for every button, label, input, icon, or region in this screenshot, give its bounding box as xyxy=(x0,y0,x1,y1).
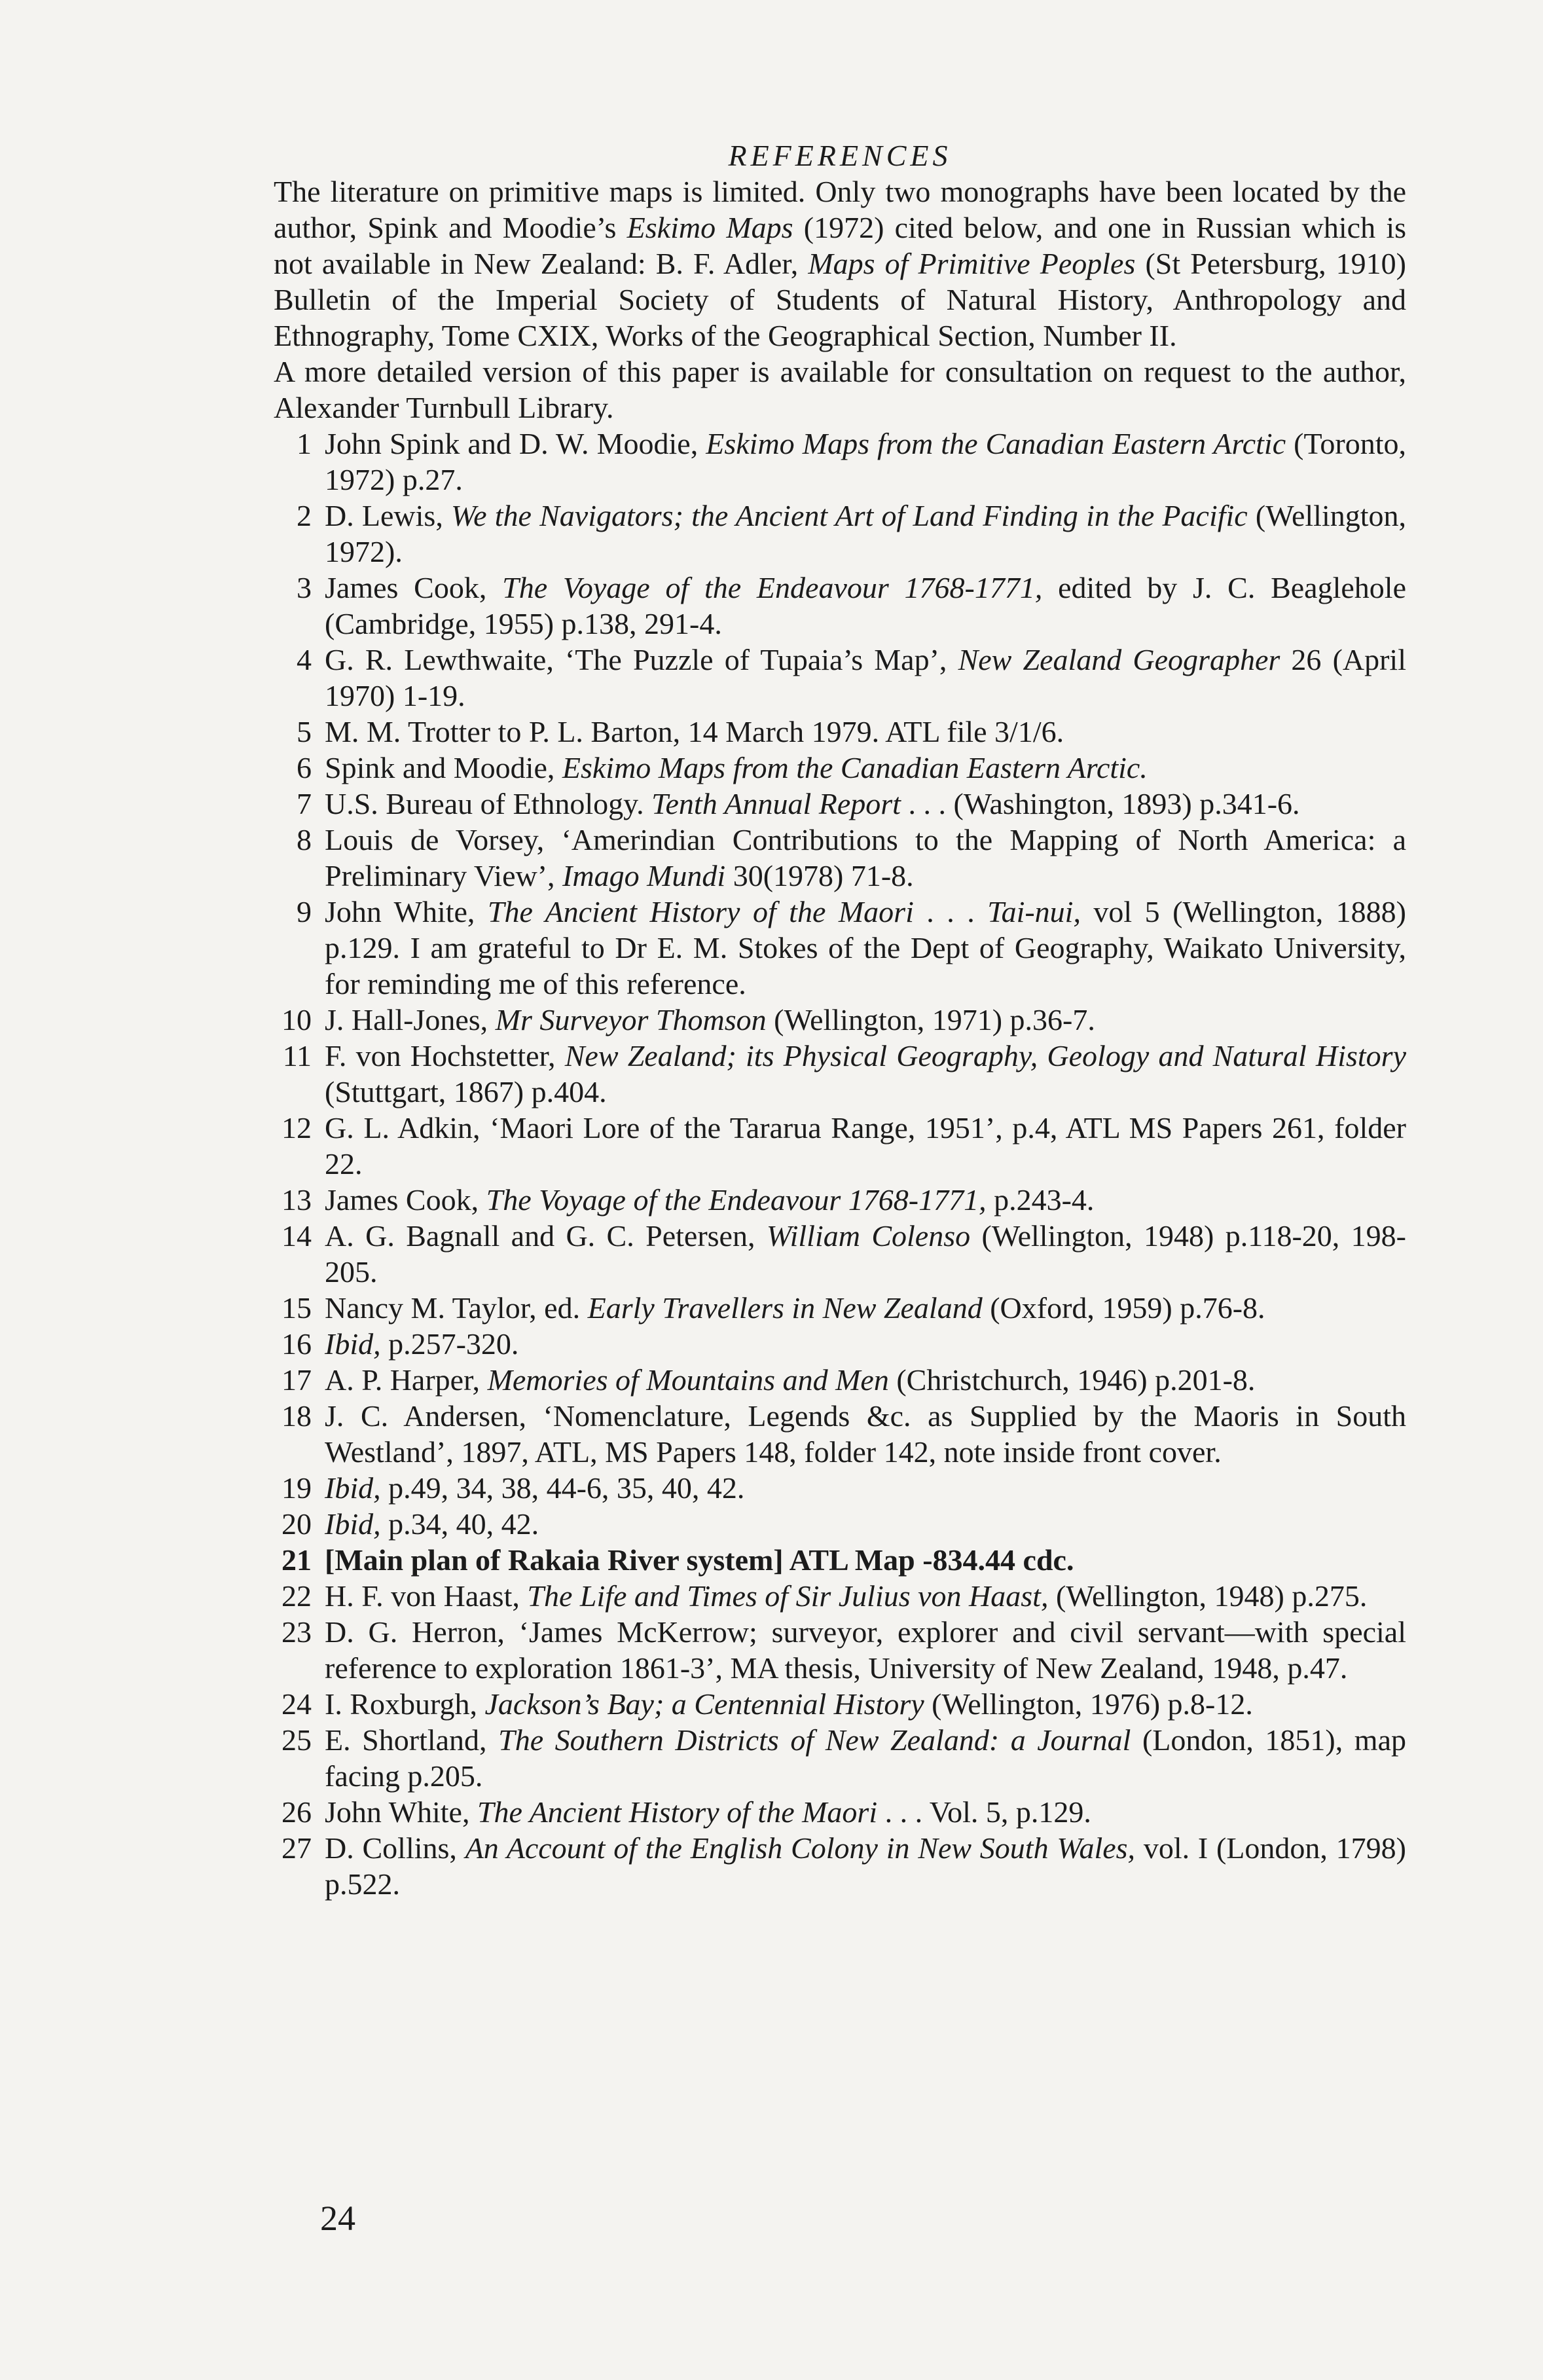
text-run: M. M. Trotter to P. L. Barton, 14 March 1979. ATL file 3/1/6. xyxy=(325,715,1064,748)
reference-item xyxy=(274,1470,1406,1506)
reference-number: 4 xyxy=(297,643,312,676)
text-run: (London, 1851), map facing p.205. xyxy=(325,1723,1406,1793)
reference-item xyxy=(274,1830,1406,1902)
reference-number: 18 xyxy=(281,1399,312,1433)
text-run: D. Collins, xyxy=(325,1831,465,1865)
text-run: D. G. Herron, ‘James McKerrow; surveyor, explorer and civil servant—with special reference to exploration 1861-3’, MA thesis, University of New Zealand, 1948, p.47. xyxy=(325,1615,1406,1685)
text-run: Spink and Moodie, xyxy=(325,751,562,784)
text-run: G. R. Lewthwaite, ‘The Puzzle of Tupaia’s Map’, xyxy=(325,643,958,676)
text-run: p.34, 40, 42. xyxy=(380,1507,539,1541)
reference-item xyxy=(274,1542,1406,1578)
text-run: John White, xyxy=(325,895,488,928)
italic-title: New Zealand; its Physical Geography, Geology and Natural History xyxy=(564,1039,1406,1072)
reference-number: 10 xyxy=(281,1003,312,1036)
reference-item xyxy=(274,1362,1406,1398)
text-run: (Wellington, 1971) p.36-7. xyxy=(766,1003,1095,1036)
italic-title: Ibid, xyxy=(325,1471,381,1505)
text-run: G. L. Adkin, ‘Maori Lore of the Tararua Range, 1951’, p.4, ATL MS Papers 261, folder 22. xyxy=(325,1111,1406,1181)
text-run: D. Lewis, xyxy=(325,499,452,532)
reference-item xyxy=(274,1326,1406,1362)
reference-item xyxy=(274,1614,1406,1686)
text-run: p.257-320. xyxy=(380,1327,519,1361)
reference-item xyxy=(274,822,1406,894)
text-run: p.243-4. xyxy=(986,1183,1095,1217)
reference-item xyxy=(274,1110,1406,1182)
italic-title: The Voyage of the Endeavour 1768-1771, xyxy=(502,571,1043,604)
italic-title: Maps of Primitive Peoples xyxy=(808,247,1136,280)
text-run: (Wellington, 1972). xyxy=(325,499,1407,568)
reference-item xyxy=(274,498,1406,570)
text-run: A more detailed version of this paper is available for consultation on request to the author, Alexander Turnbull Library. xyxy=(274,355,1406,424)
reference-number: 8 xyxy=(297,823,312,856)
text-run: (Stuttgart, 1867) p.404. xyxy=(325,1075,607,1108)
reference-number: 1 xyxy=(297,427,312,460)
italic-title: Early Travellers in New Zealand xyxy=(587,1291,983,1325)
italic-title: Ibid, xyxy=(325,1327,381,1361)
references-section xyxy=(274,137,1406,1902)
reference-item xyxy=(274,1506,1406,1542)
reference-number: 21 xyxy=(281,1543,312,1577)
text-run: The literature on primitive maps is limited. Only two monographs have been located by the author, Spink and Moodie’s xyxy=(274,175,1406,244)
reference-number: 27 xyxy=(281,1831,312,1865)
reference-item xyxy=(274,1290,1406,1326)
reference-item xyxy=(274,894,1406,1002)
reference-number: 17 xyxy=(281,1363,312,1397)
text-run: (Toronto, 1972) p.27. xyxy=(325,427,1406,496)
text-run: Louis de Vorsey, ‘Amerindian Contributions to the Mapping of North America: a Preliminary View’, xyxy=(325,823,1406,892)
text-run: (Oxford, 1959) p.76-8. xyxy=(982,1291,1265,1325)
reference-item xyxy=(274,1578,1406,1614)
references-heading: REFERENCES xyxy=(728,139,952,172)
reference-item xyxy=(274,1182,1406,1218)
text-run: (Christchurch, 1946) p.201-8. xyxy=(888,1363,1256,1397)
reference-number: 3 xyxy=(297,571,312,604)
text-run: (Wellington, 1976) p.8-12. xyxy=(924,1687,1253,1721)
italic-title: Tai-nui, xyxy=(987,895,1081,928)
text-run: John White, xyxy=(325,1795,477,1829)
text-run: E. Shortland, xyxy=(325,1723,499,1757)
text-run: U.S. Bureau of Ethnology. xyxy=(325,787,652,820)
reference-number: 9 xyxy=(297,895,312,928)
intro-paragraph-1 xyxy=(274,174,1406,354)
reference-number: 19 xyxy=(281,1471,312,1505)
italic-title: Eskimo Maps from the Canadian Eastern Arctic xyxy=(706,427,1286,460)
reference-item xyxy=(274,1722,1406,1794)
reference-item xyxy=(274,642,1406,714)
text-run: [Main plan of Rakaia River system] ATL Map -834.44 cdc. xyxy=(325,1543,1074,1577)
text-run: (St Petersburg, 1910) Bulletin of the Imperial Society of Students of Natural History, Anthropology and Ethnography, Tome CXIX, Works of the Geographical Section, Number II. xyxy=(274,247,1406,352)
italic-title: The Ancient History of the Maori xyxy=(477,1795,878,1829)
reference-number: 20 xyxy=(281,1507,312,1541)
text-run: A. G. Bagnall and G. C. Petersen, xyxy=(325,1219,767,1253)
reference-number: 22 xyxy=(281,1579,312,1613)
reference-item xyxy=(274,714,1406,750)
reference-number: 2 xyxy=(297,499,312,532)
text-run: 30(1978) 71-8. xyxy=(725,859,914,892)
italic-title: The Life and Times of Sir Julius von Haast, xyxy=(527,1579,1049,1613)
reference-number: 6 xyxy=(297,751,312,784)
reference-number: 5 xyxy=(297,715,312,748)
reference-item xyxy=(274,1794,1406,1830)
text-run: H. F. von Haast, xyxy=(325,1579,528,1613)
italic-title: Memories of Mountains and Men xyxy=(487,1363,889,1397)
page-number: 24 xyxy=(320,2199,355,2238)
text-run: J. C. Andersen, ‘Nomenclature, Legends &c. as Supplied by the Maoris in South Westland’, 1897, ATL, MS Papers 148, folder 142, note inside front cover. xyxy=(325,1399,1406,1469)
reference-number: 26 xyxy=(281,1795,312,1829)
reference-item xyxy=(274,750,1406,786)
reference-item xyxy=(274,1002,1406,1038)
text-run: F. von Hochstetter, xyxy=(325,1039,565,1072)
reference-item xyxy=(274,1686,1406,1722)
text-run: vol. I (London, 1798) p.522. xyxy=(325,1831,1406,1901)
italic-title: Tenth Annual Report xyxy=(651,787,901,820)
italic-title: An Account of the English Colony in New South Wales, xyxy=(465,1831,1136,1865)
reference-item xyxy=(274,1218,1406,1290)
text-run: James Cook, xyxy=(325,571,503,604)
text-run: Nancy M. Taylor, ed. xyxy=(325,1291,588,1325)
italic-title: Jackson’s Bay; a Centennial History xyxy=(484,1687,924,1721)
reference-list xyxy=(274,426,1406,1902)
reference-item xyxy=(274,786,1406,822)
text-run: A. P. Harper, xyxy=(325,1363,488,1397)
text-run: 26 (April 1970) 1-19. xyxy=(325,643,1406,712)
italic-title: Ibid, xyxy=(325,1507,381,1541)
reference-number: 11 xyxy=(282,1039,312,1072)
italic-title: William Colenso xyxy=(766,1219,971,1253)
text-run: . . . Vol. 5, p.129. xyxy=(877,1795,1091,1829)
reference-item xyxy=(274,426,1406,498)
reference-number: 7 xyxy=(297,787,312,820)
italic-title: Eskimo Maps xyxy=(626,211,793,244)
text-run: vol 5 (Wellington, 1888) p.129. I am grateful to Dr E. M. Stokes of the Dept of Geography, Waikato University, for reminding me of this reference. xyxy=(325,895,1406,1000)
reference-item xyxy=(274,570,1406,642)
reference-item xyxy=(274,1398,1406,1470)
reference-number: 15 xyxy=(281,1291,312,1325)
reference-number: 12 xyxy=(281,1111,312,1144)
text-run: edited by J. C. Beaglehole (Cambridge, 1955) p.138, 291-4. xyxy=(325,571,1406,640)
italic-title: The Ancient History of the Maori xyxy=(487,895,914,928)
text-run: I. Roxburgh, xyxy=(325,1687,485,1721)
text-run: (Wellington, 1948) p.118-20, 198-205. xyxy=(325,1219,1407,1289)
reference-number: 24 xyxy=(281,1687,312,1721)
text-run: (1972) cited below, and one in Russian which is not available in New Zealand: B. F. Adler, xyxy=(274,211,1407,280)
intro-paragraph-2 xyxy=(274,354,1406,426)
text-run: (Wellington, 1948) p.275. xyxy=(1048,1579,1368,1613)
italic-title: Eskimo Maps from the Canadian Eastern Arctic. xyxy=(562,751,1148,784)
italic-title: The Voyage of the Endeavour 1768-1771, xyxy=(486,1183,987,1217)
reference-number: 25 xyxy=(281,1723,312,1757)
text-run: . . . (Washington, 1893) p.341-6. xyxy=(900,787,1300,820)
text-run: p.49, 34, 38, 44-6, 35, 40, 42. xyxy=(380,1471,745,1505)
reference-number: 13 xyxy=(281,1183,312,1217)
italic-title: New Zealand Geographer xyxy=(958,643,1280,676)
italic-title: Mr Surveyor Thomson xyxy=(495,1003,767,1036)
reference-item xyxy=(274,1038,1406,1110)
reference-number: 23 xyxy=(281,1615,312,1649)
italic-title: The Southern Districts of New Zealand: a Journal xyxy=(498,1723,1131,1757)
text-run: John Spink and D. W. Moodie, xyxy=(325,427,706,460)
italic-title: We the Navigators; the Ancient Art of Land Finding in the Pacific xyxy=(451,499,1248,532)
text-run: James Cook, xyxy=(325,1183,486,1217)
reference-number: 14 xyxy=(281,1219,312,1253)
italic-title: Imago Mundi xyxy=(562,859,726,892)
text-run: . . . xyxy=(913,895,988,928)
reference-number: 16 xyxy=(281,1327,312,1361)
text-run: J. Hall-Jones, xyxy=(325,1003,496,1036)
